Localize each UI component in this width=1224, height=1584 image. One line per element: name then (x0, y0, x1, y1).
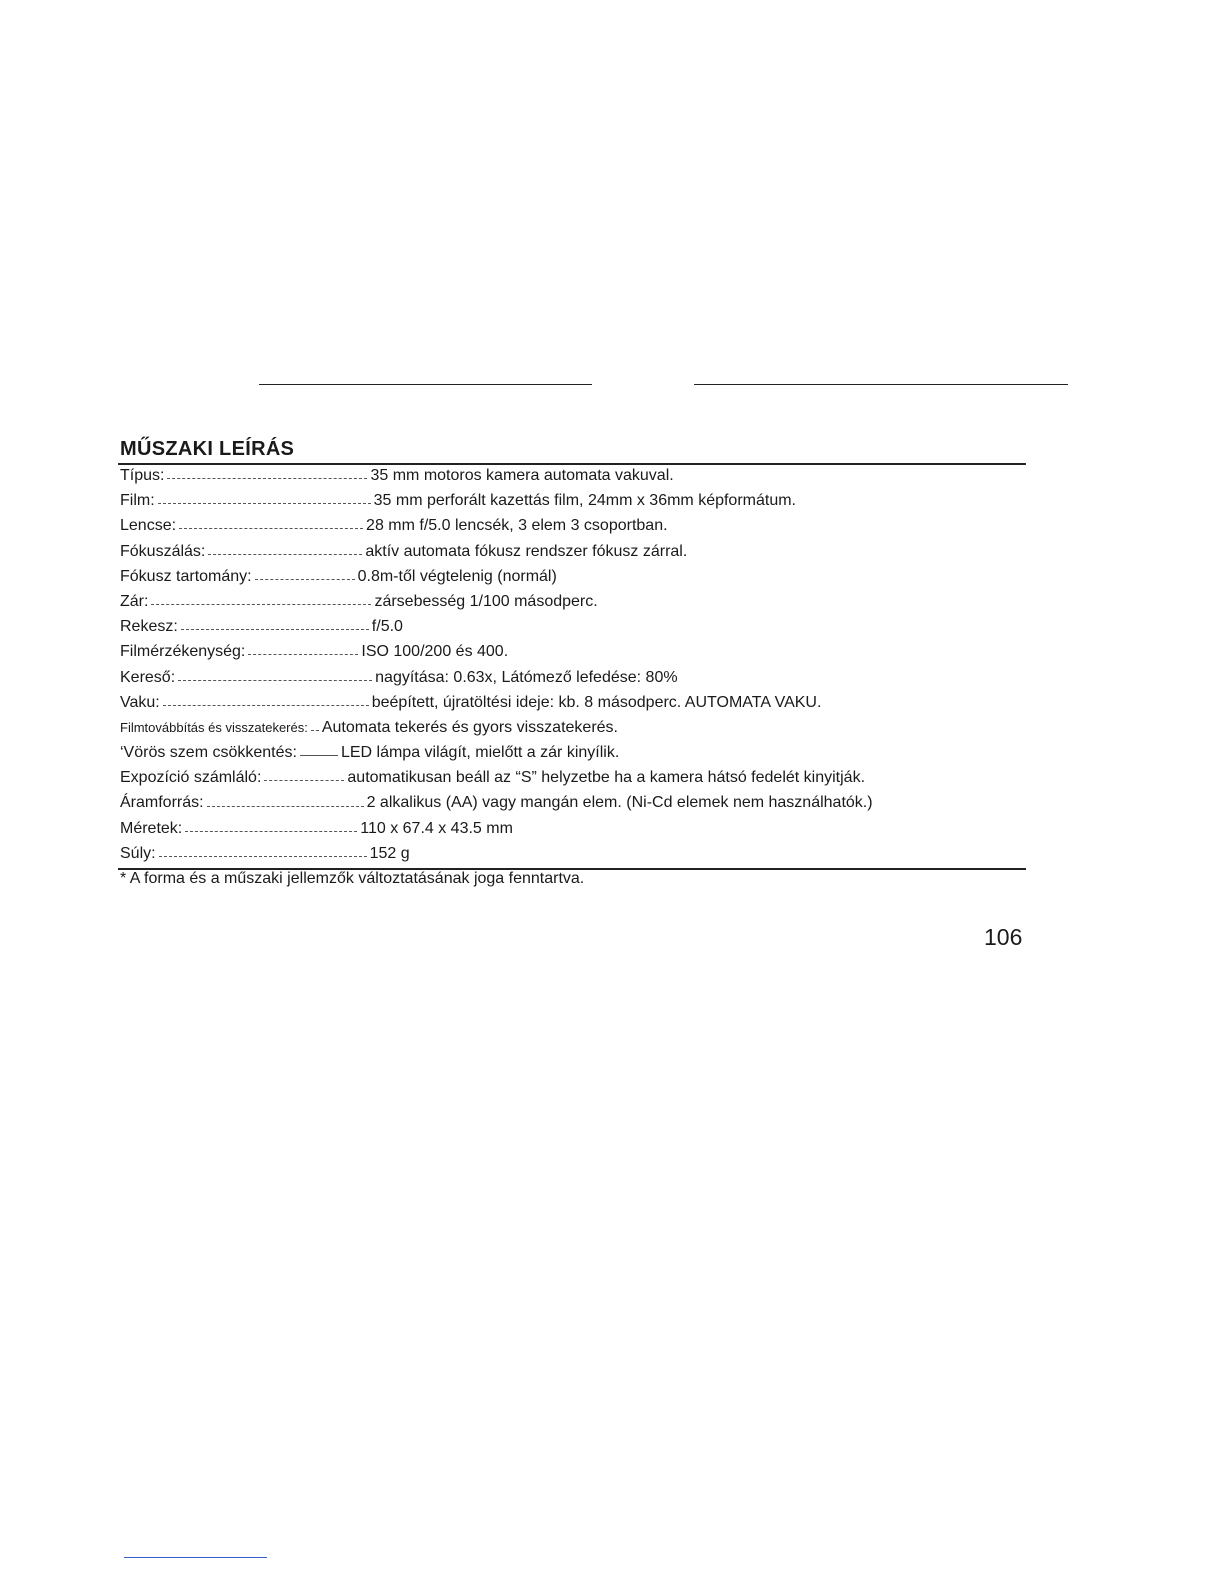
spec-value: 152 g (369, 844, 410, 862)
bottom-blue-rule (124, 1557, 267, 1558)
spec-value: zársebesség 1/100 másodperc. (374, 592, 598, 610)
dot-leader (158, 503, 371, 504)
dot-leader (300, 755, 338, 756)
spec-row (120, 639, 1025, 664)
spec-value: 35 mm perforált kazettás film, 24mm x 36mm képformátum. (373, 492, 796, 510)
section-title: MŰSZAKI LEÍRÁS (120, 438, 295, 460)
spec-value: Automata tekerés és gyors visszatekerés. (321, 718, 618, 736)
dot-leader (167, 478, 367, 479)
spec-value: automatikusan beáll az “S” helyzetbe ha a kamera hátsó fedelét kinyitják. (347, 769, 866, 787)
dot-leader (185, 831, 357, 832)
spec-row (120, 564, 1025, 589)
header-rule-right (694, 384, 1068, 385)
spec-row (120, 765, 1025, 790)
dot-leader (311, 730, 319, 731)
spec-label: Zár: (120, 592, 149, 610)
spec-label: Típus: (120, 467, 165, 484)
spec-label: Rekesz: (120, 618, 178, 636)
spec-label: Kereső: (120, 668, 176, 686)
spec-label: Fókusz tartomány: (120, 567, 252, 585)
spec-value: 0.8m-től végtelenig (normál) (357, 567, 557, 585)
spec-row (120, 589, 1025, 614)
page-number: 106 (984, 924, 1023, 950)
footnote: * A forma és a műszaki jellemzők változtatásának joga fenntartva. (120, 870, 585, 887)
spec-label: Expozíció számláló: (120, 769, 262, 787)
dot-leader (208, 554, 362, 555)
spec-value: beépített, újratöltési ideje: kb. 8 másodperc. AUTOMATA VAKU. (371, 693, 822, 711)
spec-value: 35 mm motoros kamera automata vakuval. (370, 467, 674, 484)
spec-label: Fókuszálás: (120, 542, 206, 560)
spec-label: Film: (120, 492, 155, 510)
spec-row (120, 841, 1025, 866)
spec-value: f/5.0 (371, 618, 403, 636)
spec-value: 28 mm f/5.0 lencsék, 3 elem 3 csoportban. (366, 517, 668, 535)
spec-value: nagyítása: 0.63x, Látómező lefedése: 80% (375, 668, 678, 686)
spec-label: Filmtovábbítás és visszatekerés: (120, 719, 308, 735)
spec-value: aktív automata fókusz rendszer fókusz zárral. (365, 542, 688, 560)
spec-label: Súly: (120, 844, 156, 862)
dot-leader (248, 654, 358, 655)
spec-row (120, 488, 1025, 513)
spec-row (120, 539, 1025, 564)
dot-leader (178, 680, 372, 681)
spec-row (120, 690, 1025, 715)
dot-leader (255, 579, 355, 580)
spec-row (120, 665, 1025, 690)
spec-label: Lencse: (120, 517, 177, 535)
spec-value: 2 alkalikus (AA) vagy mangán elem. (Ni-Cd elemek nem használhatók.) (366, 794, 873, 812)
dot-leader (151, 604, 371, 605)
spec-label: ‘Vörös szem csökkentés: (120, 744, 297, 762)
spec-value: ISO 100/200 és 400. (361, 643, 509, 661)
dot-leader (264, 780, 344, 781)
dot-leader (179, 528, 363, 529)
spec-value: LED lámpa világít, mielőtt a zár kinyílik. (340, 744, 620, 762)
spec-label: Filmérzékenység: (120, 643, 246, 661)
spec-label: Vaku: (120, 693, 160, 711)
spec-row (120, 715, 1025, 740)
spec-label: Méretek: (120, 819, 183, 837)
dot-leader (181, 629, 369, 630)
spec-row (120, 463, 1025, 488)
spec-row (120, 740, 1025, 765)
spec-row (120, 513, 1025, 538)
spec-list (120, 463, 1025, 866)
dot-leader (163, 705, 369, 706)
spec-value: 110 x 67.4 x 43.5 mm (360, 819, 513, 837)
header-rule-left (259, 384, 592, 385)
dot-leader (159, 856, 367, 857)
spec-row (120, 614, 1025, 639)
spec-label: Áramforrás: (120, 794, 204, 812)
spec-row (120, 790, 1025, 815)
spec-row (120, 816, 1025, 841)
dot-leader (207, 806, 364, 807)
